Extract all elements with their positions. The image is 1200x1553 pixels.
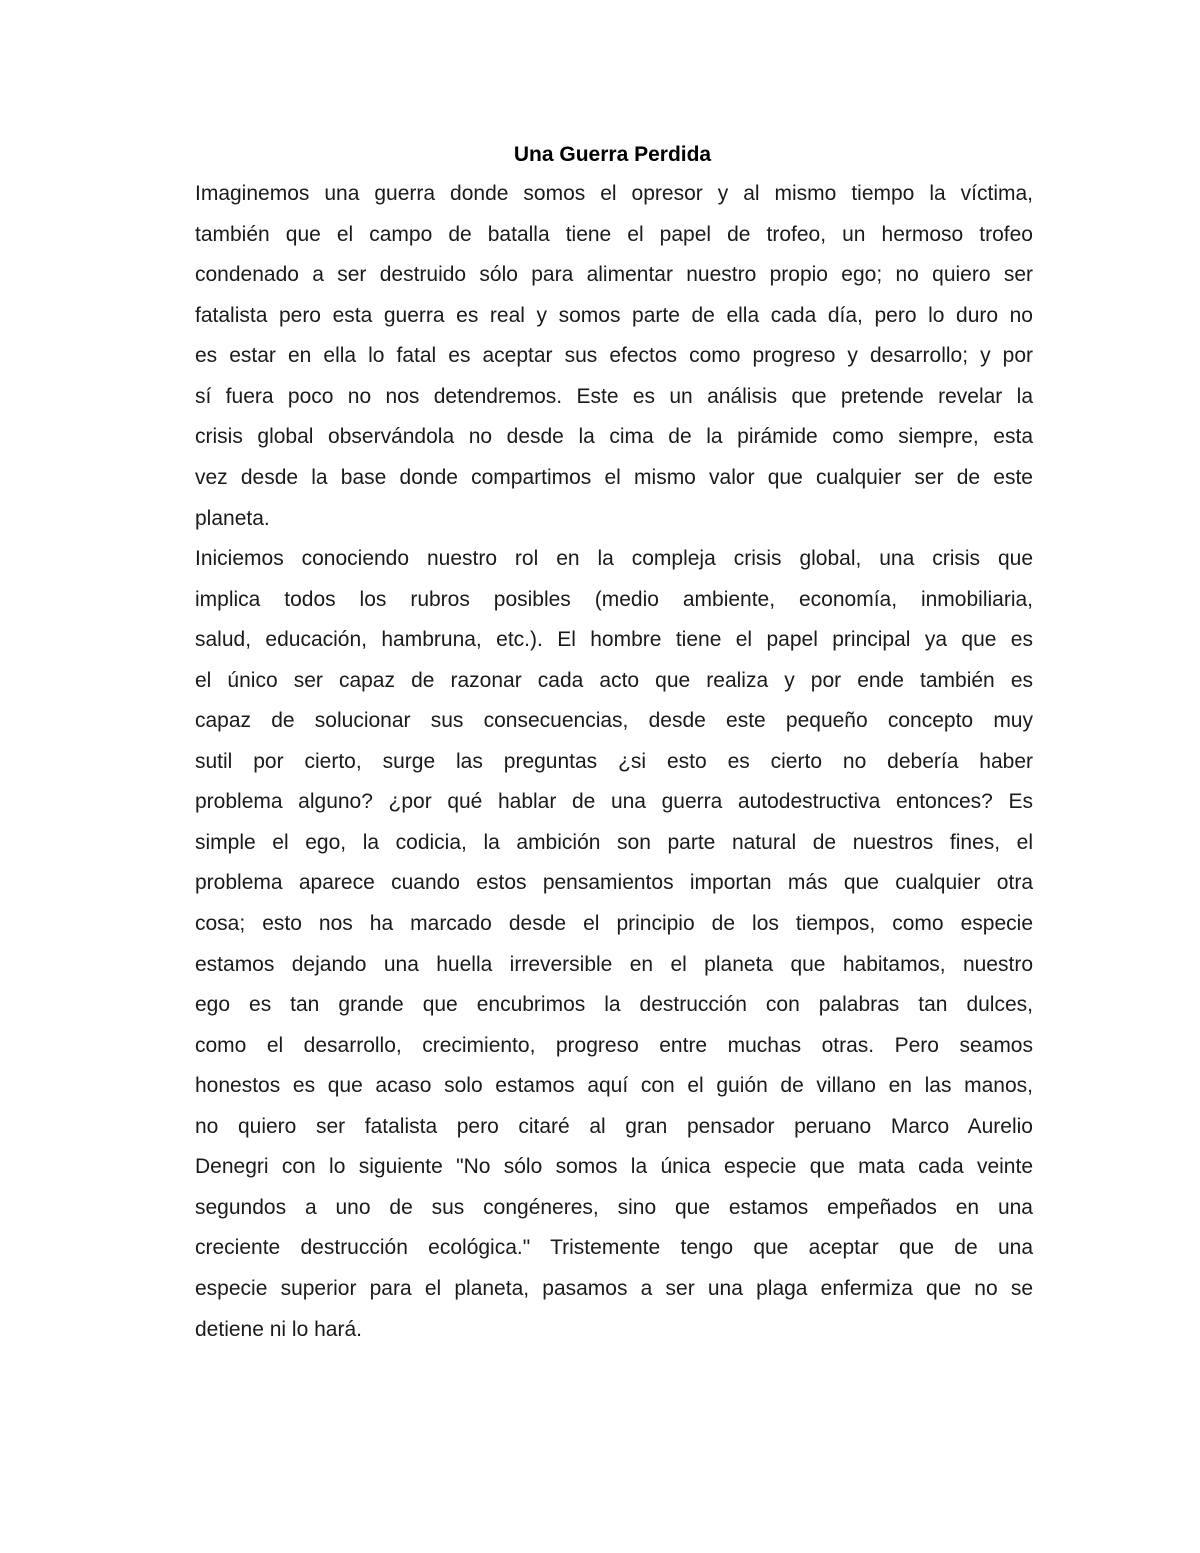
paragraph-line: problema aparece cuando estos pensamientos importan más que cualquier otra xyxy=(195,871,1033,894)
paragraph-line: segundos a uno de sus congéneres, sino que estamos empeñados en una xyxy=(195,1196,1033,1219)
paragraph-line: cosa; esto nos ha marcado desde el principio de los tiempos, como especie xyxy=(195,912,1033,935)
paragraph-line: fatalista pero esta guerra es real y somos parte de ella cada día, pero lo duro no xyxy=(195,304,1033,327)
paragraph-line: no quiero ser fatalista pero citaré al gran pensador peruano Marco Aurelio xyxy=(195,1115,1033,1138)
paragraph-line: Imaginemos una guerra donde somos el opresor y al mismo tiempo la víctima, xyxy=(195,182,1033,205)
paragraph-line: sutil por cierto, surge las preguntas ¿si esto es cierto no debería haber xyxy=(195,750,1033,773)
paragraph-line: estamos dejando una huella irreversible en el planeta que habitamos, nuestro xyxy=(195,953,1033,976)
paragraph-line: Denegri con lo siguiente "No sólo somos la única especie que mata cada veinte xyxy=(195,1155,1033,1178)
paragraph-line: detiene ni lo hará. xyxy=(195,1318,362,1341)
paragraph-line: condenado a ser destruido sólo para alimentar nuestro propio ego; no quiero ser xyxy=(195,263,1033,286)
document-title: Una Guerra Perdida xyxy=(513,143,712,166)
paragraph-line: sí fuera poco no nos detendremos. Este es un análisis que pretende revelar la xyxy=(195,385,1033,408)
paragraph-line: ego es tan grande que encubrimos la destrucción con palabras tan dulces, xyxy=(195,993,1033,1016)
paragraph-line: especie superior para el planeta, pasamos a ser una plaga enfermiza que no se xyxy=(195,1277,1033,1300)
paragraph-line: planeta. xyxy=(195,507,270,530)
paragraph-line: problema alguno? ¿por qué hablar de una guerra autodestructiva entonces? Es xyxy=(195,790,1033,813)
paragraph-line: capaz de solucionar sus consecuencias, desde este pequeño concepto muy xyxy=(195,709,1033,732)
paragraph-line: crisis global observándola no desde la cima de la pirámide como siempre, esta xyxy=(195,425,1033,448)
paragraph-line: vez desde la base donde compartimos el mismo valor que cualquier ser de este xyxy=(195,466,1033,489)
paragraph-line: también que el campo de batalla tiene el papel de trofeo, un hermoso trofeo xyxy=(195,223,1033,246)
paragraph-line: honestos es que acaso solo estamos aquí con el guión de villano en las manos, xyxy=(195,1074,1033,1097)
paragraph-line: salud, educación, hambruna, etc.). El hombre tiene el papel principal ya que es xyxy=(195,628,1033,651)
paragraph-line: como el desarrollo, crecimiento, progreso entre muchas otras. Pero seamos xyxy=(195,1034,1033,1057)
paragraph-line: simple el ego, la codicia, la ambición son parte natural de nuestros fines, el xyxy=(195,831,1033,854)
paragraph-line: el único ser capaz de razonar cada acto que realiza y por ende también es xyxy=(195,669,1033,692)
paragraph-line: creciente destrucción ecológica." Tristemente tengo que aceptar que de una xyxy=(195,1236,1033,1259)
paragraph-line: Iniciemos conociendo nuestro rol en la compleja crisis global, una crisis que xyxy=(195,547,1033,570)
paragraph-line: implica todos los rubros posibles (medio ambiente, economía, inmobiliaria, xyxy=(195,588,1033,611)
paragraph-line: es estar en ella lo fatal es aceptar sus efectos como progreso y desarrollo; y por xyxy=(195,344,1033,367)
